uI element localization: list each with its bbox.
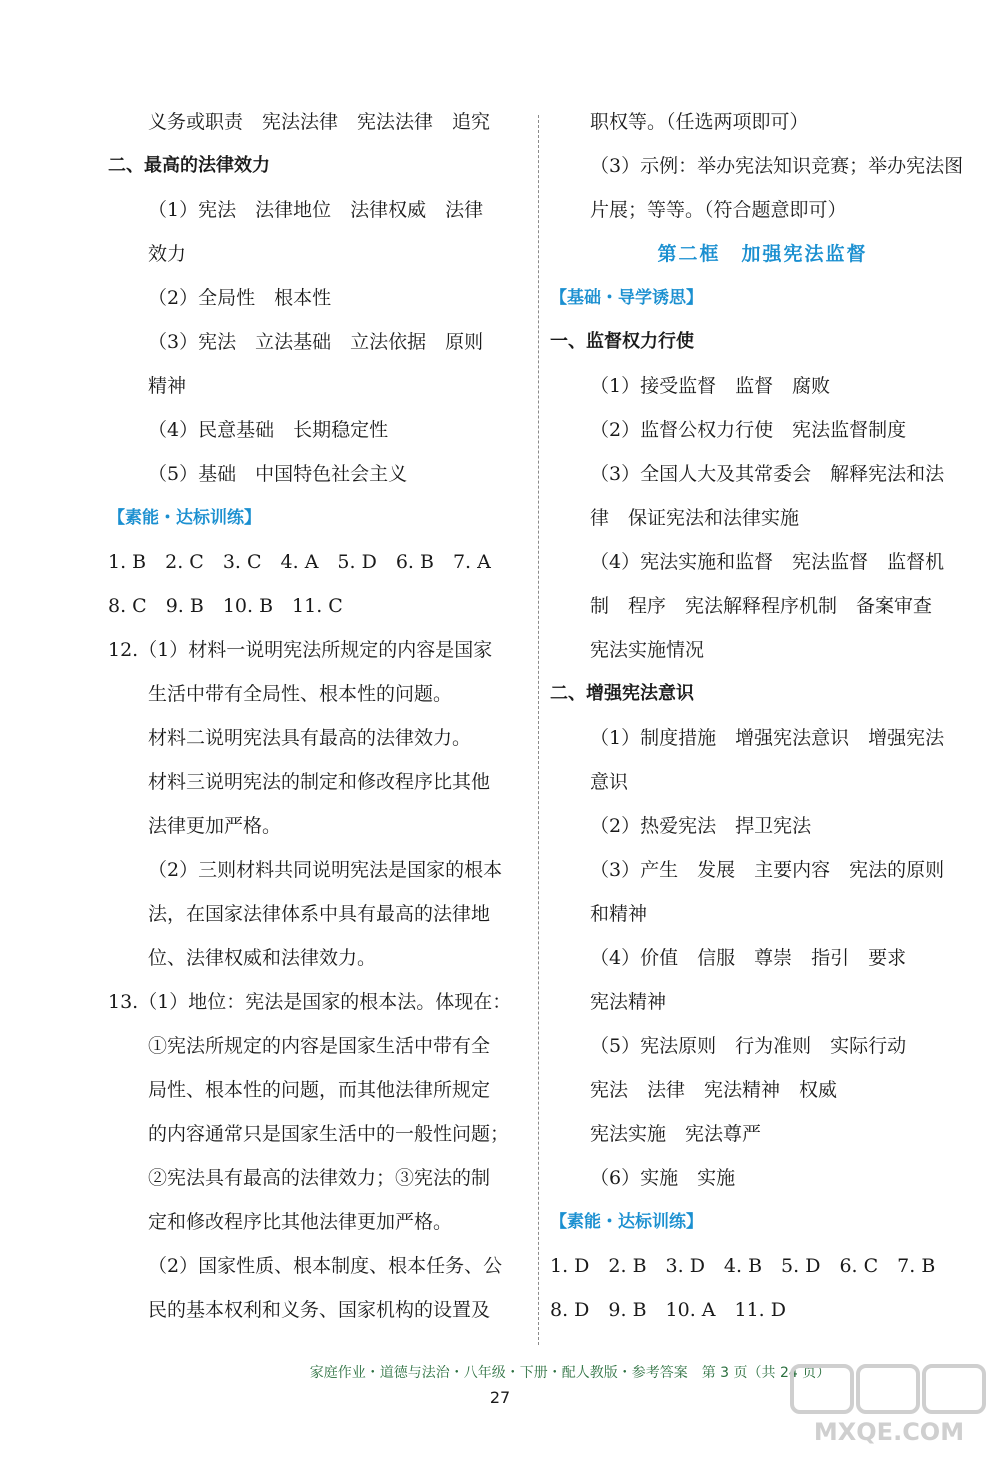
right-line: 一、监督权力行使 — [550, 331, 694, 352]
left-line: 【素能・达标训练】 — [108, 508, 261, 528]
right-line: 宪法精神 — [590, 991, 667, 1013]
left-line: 的内容通常只是国家生活中的一般性问题； — [148, 1123, 510, 1145]
left-line: 局性、根本性的问题，而其他法律所规定 — [148, 1079, 491, 1101]
right-line: （5）宪法原则 行为准则 实际行动 — [590, 1035, 907, 1057]
right-line: （4）价值 信服 尊崇 指引 要求 — [590, 947, 907, 969]
right-line: （4）宪法实施和监督 宪法监督 监督机 — [590, 551, 945, 573]
left-line: （2）三则材料共同说明宪法是国家的根本 — [148, 859, 503, 881]
left-line: 法律更加严格。 — [148, 815, 282, 837]
right-line: 制 程序 宪法解释程序机制 备案审查 — [590, 595, 933, 617]
left-line: 生活中带有全局性、根本性的问题。 — [148, 683, 453, 705]
right-line: （3）示例：举办宪法知识竞赛；举办宪法图 — [590, 155, 964, 177]
watermark-logo — [784, 1362, 994, 1447]
right-line: 第二框 加强宪法监督 — [657, 243, 868, 265]
right-line: （2）监督公权力行使 宪法监督制度 — [590, 419, 907, 441]
left-line: （4）民意基础 长期稳定性 — [148, 419, 389, 441]
right-line: 宪法实施 宪法尊严 — [590, 1123, 762, 1145]
left-line: （5）基础 中国特色社会主义 — [148, 463, 408, 485]
right-line: （1）接受监督 监督 腐败 — [590, 375, 831, 397]
left-line: 8. C 9. B 10. B 11. C — [108, 595, 343, 617]
right-line: 宪法实施情况 — [590, 639, 705, 661]
left-line: 民的基本权利和义务、国家机构的设置及 — [148, 1299, 491, 1321]
left-line: （3）宪法 立法基础 立法依据 原则 — [148, 331, 484, 353]
left-line: 12.（1）材料一说明宪法所规定的内容是国家 — [108, 639, 493, 661]
left-line: 效力 — [148, 243, 187, 265]
right-line: 律 保证宪法和法律实施 — [590, 507, 800, 529]
right-line: 二、增强宪法意识 — [550, 683, 694, 704]
left-column — [108, 100, 530, 1332]
left-line: 材料三说明宪法的制定和修改程序比其他 — [148, 771, 491, 793]
right-line: 和精神 — [590, 903, 648, 925]
right-line: （6）实施 实施 — [590, 1167, 736, 1189]
right-line: 【基础・导学诱思】 — [550, 288, 703, 308]
right-line: （3）产生 发展 主要内容 宪法的原则 — [590, 859, 945, 881]
left-line: ①宪法所规定的内容是国家生活中带有全 — [148, 1035, 491, 1057]
svg-text:MXQE.COM: MXQE.COM — [813, 1418, 965, 1446]
right-line: 1. D 2. B 3. D 4. B 5. D 6. C 7. B — [550, 1255, 936, 1277]
page-footer: 家庭作业・道德与法治・八年级・下册・配人教版・参考答案 第 3 页（共 24 页） — [309, 1365, 831, 1381]
right-line: （1）制度措施 增强宪法意识 增强宪法 — [590, 727, 945, 749]
left-line: 二、最高的法律效力 — [108, 155, 270, 176]
left-line: 13.（1）地位：宪法是国家的根本法。体现在： — [108, 991, 512, 1013]
right-line: 宪法 法律 宪法精神 权威 — [590, 1079, 838, 1101]
left-line: 材料二说明宪法具有最高的法律效力。 — [148, 727, 472, 749]
left-line: 义务或职责 宪法法律 宪法法律 追究 — [148, 111, 491, 133]
left-line: 精神 — [148, 375, 187, 397]
right-line: 8. D 9. B 10. A 11. D — [550, 1299, 786, 1321]
right-line: （2）热爱宪法 捍卫宪法 — [590, 815, 812, 837]
left-line: （2）国家性质、根本制度、根本任务、公 — [148, 1255, 503, 1277]
left-line: （1）宪法 法律地位 法律权威 法律 — [148, 199, 484, 221]
right-line: 片展；等等。（符合题意即可） — [590, 199, 847, 221]
left-line: 法，在国家法律体系中具有最高的法律地 — [148, 903, 491, 925]
right-line: （3）全国人大及其常委会 解释宪法和法 — [590, 463, 945, 485]
column-divider — [538, 115, 539, 1345]
right-line: 职权等。（任选两项即可） — [590, 111, 809, 133]
page-number: 27 — [489, 1388, 511, 1407]
right-column — [550, 100, 975, 1332]
right-line: 【素能・达标训练】 — [550, 1212, 703, 1232]
left-line: 1. B 2. C 3. C 4. A 5. D 6. B 7. A — [108, 551, 491, 573]
left-line: ②宪法具有最高的法律效力；③宪法的制 — [148, 1167, 491, 1189]
left-line: 定和修改程序比其他法律更加严格。 — [148, 1211, 453, 1233]
left-line: （2）全局性 根本性 — [148, 287, 332, 309]
right-line: 意识 — [590, 771, 629, 793]
left-line: 位、法律权威和法律效力。 — [148, 947, 377, 969]
